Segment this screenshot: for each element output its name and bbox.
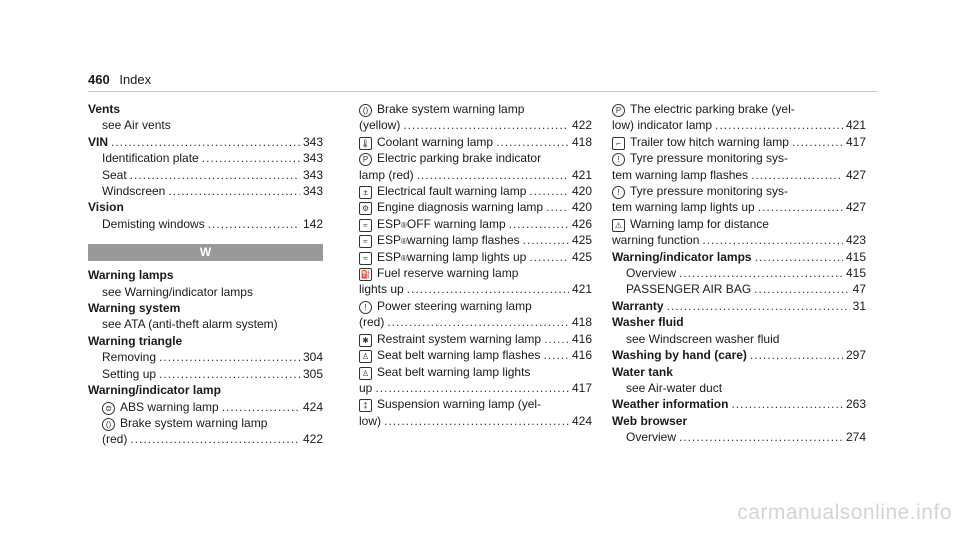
sub-entry-tyre-lights[interactable]: ! Tyre pressure monitoring sys- xyxy=(612,183,866,199)
sub-entry-electrical[interactable]: ± Electrical fault warning lamp ..... 420 xyxy=(359,183,592,199)
sub-entry-brake-red[interactable]: () Brake system warning lamp xyxy=(88,415,323,431)
sub-entry[interactable]: Identification plate ..... 343 xyxy=(88,150,323,166)
sub-entry-brake-yellow[interactable]: () Brake system warning lamp xyxy=(359,101,592,117)
sub-entry-tyre-lights-cont[interactable]: tem warning lamp lights up ..... 427 xyxy=(612,199,866,215)
engine-icon: ⚙ xyxy=(359,202,372,215)
index-column-3 xyxy=(612,101,866,446)
sub-entry[interactable]: PASSENGER AIR BAG ..... 47 xyxy=(612,281,866,297)
sub-entry-fuel-cont[interactable]: lights up ..... 421 xyxy=(359,281,592,297)
sub-entry-abs[interactable]: ⊜ ABS warning lamp ..... 424 xyxy=(88,399,323,415)
see-reference[interactable]: see Warning/indicator lamps xyxy=(102,284,253,299)
sub-entry-engine[interactable]: ⚙ Engine diagnosis warning lamp ..... 420 xyxy=(359,199,592,215)
coolant-thermometer-icon: 🌡 xyxy=(360,138,371,148)
see-reference[interactable]: see Air-water duct xyxy=(626,380,723,395)
page-number: 460 xyxy=(88,72,110,87)
see-reference[interactable]: see ATA (anti-theft alarm system) xyxy=(102,317,278,332)
sub-entry-distance-cont[interactable]: warning function ..... 423 xyxy=(612,232,866,248)
entry-warning-lamps[interactable]: Warning lamps xyxy=(88,268,174,283)
entry-water-tank[interactable]: Water tank xyxy=(612,364,673,379)
sub-entry-esp-flash[interactable]: ≈ ESP ® warning lamp flashes ..... 425 xyxy=(359,232,592,248)
entry-weather[interactable]: Weather information ..... 263 xyxy=(612,396,866,412)
trailer-hitch-icon: ⌐ xyxy=(612,137,625,150)
fuel-pump-icon: ⛽ xyxy=(360,270,371,280)
sub-entry-epb-red-cont[interactable]: lamp (red) ..... 421 xyxy=(359,167,592,183)
sub-entry-suspension-cont[interactable]: low) ..... 424 xyxy=(359,413,592,429)
sub-entry-power-steering[interactable]: ! Power steering warning lamp xyxy=(359,298,592,314)
sub-entry[interactable]: Seat ..... 343 xyxy=(88,167,323,183)
sub-entry-fuel[interactable]: ⛽ Fuel reserve warning lamp xyxy=(360,266,519,281)
entry-warning-indicator-lamps[interactable]: Warning/indicator lamps ..... 415 xyxy=(612,249,866,265)
sub-entry-brake-red-cont[interactable]: (red) ..... 422 xyxy=(88,431,323,447)
entry-warning-indicator-lamp[interactable]: Warning/indicator lamp xyxy=(88,383,221,398)
header-rule xyxy=(88,91,878,92)
entry-warranty[interactable]: Warranty ..... 31 xyxy=(612,298,866,314)
sub-entry-tyre-flash-cont[interactable]: tem warning lamp flashes ..... 427 xyxy=(612,167,866,183)
sub-entry-distance[interactable]: ⚠ Warning lamp for distance xyxy=(612,216,866,232)
sub-entry-seatbelt-lights-cont[interactable]: up ..... 417 xyxy=(359,380,592,396)
page-header xyxy=(88,72,151,87)
seat-belt-icon: ♙ xyxy=(359,350,372,363)
entry-washing[interactable]: Washing by hand (care) ..... 297 xyxy=(612,347,866,363)
sub-entry[interactable]: Removing ..... 304 xyxy=(88,349,323,365)
sub-entry[interactable]: Setting up ..... 305 xyxy=(88,366,323,382)
letter-heading-w: W xyxy=(88,244,323,261)
sub-entry[interactable]: Windscreen ..... 343 xyxy=(88,183,323,199)
esp-icon: ≈ xyxy=(359,235,372,248)
sub-entry-trailer[interactable]: ⌐ Trailer tow hitch warning lamp ..... 417 xyxy=(612,134,866,150)
sub-entry-esp-lights[interactable]: ≈ ESP ® warning lamp lights up ..... 425 xyxy=(359,249,592,265)
sub-entry-tyre-flash[interactable]: ! Tyre pressure monitoring sys- xyxy=(612,150,866,166)
abs-icon: ⊜ xyxy=(102,402,115,415)
sub-entry-epb-yellow[interactable]: P The electric parking brake (yel- xyxy=(612,101,866,117)
airbag-icon: ✱ xyxy=(359,334,372,347)
see-reference[interactable]: see Air vents xyxy=(102,118,171,133)
entry-vents[interactable]: Vents xyxy=(88,102,121,116)
sub-entry[interactable]: Demisting windows ..... 142 xyxy=(88,216,323,232)
distance-warning-icon: ⚠ xyxy=(612,219,625,232)
tyre-pressure-icon: ! xyxy=(612,186,625,199)
sub-entry[interactable]: Overview ..... 274 xyxy=(612,429,866,445)
sub-entry-restraint[interactable]: ✱ Restraint system warning lamp ..... 416 xyxy=(359,331,592,347)
section-title: Index xyxy=(119,72,152,87)
sub-entry-power-steering-cont[interactable]: (red) ..... 418 xyxy=(359,314,592,330)
battery-icon: ± xyxy=(359,186,372,199)
esp-icon: ≈ xyxy=(359,252,372,265)
steering-wheel-icon: ! xyxy=(359,301,372,314)
esp-off-icon: ≈ xyxy=(359,219,372,232)
entry-web-browser[interactable]: Web browser xyxy=(612,413,688,428)
sub-entry-seatbelt-flash[interactable]: ♙ Seat belt warning lamp flashes ..... 416 xyxy=(359,347,592,363)
index-column-2 xyxy=(359,101,592,429)
tyre-pressure-icon: ! xyxy=(612,153,625,166)
see-reference[interactable]: see Windscreen washer fluid xyxy=(626,331,780,346)
watermark: carmanualsonline.info xyxy=(737,501,952,524)
seat-belt-icon: ♙ xyxy=(359,367,372,380)
parking-brake-icon: P xyxy=(359,153,372,166)
sub-entry-esp-off[interactable]: ≈ ESP ® OFF warning lamp ..... 426 xyxy=(359,216,592,232)
entry-vision[interactable]: Vision xyxy=(88,200,124,215)
index-column-1 xyxy=(88,101,323,448)
suspension-icon: ‡ xyxy=(359,399,372,412)
sub-entry-brake-yellow-cont[interactable]: (yellow) ..... 422 xyxy=(359,117,592,133)
sub-entry[interactable]: Overview ..... 415 xyxy=(612,265,866,281)
entry-vin[interactable]: VIN ..... 343 xyxy=(88,134,323,150)
sub-entry-coolant[interactable]: 🌡 Coolant warning lamp ..... 418 xyxy=(359,134,592,150)
brake-warning-icon: () xyxy=(359,104,372,117)
entry-warning-system[interactable]: Warning system xyxy=(88,301,181,316)
entry-warning-triangle[interactable]: Warning triangle xyxy=(88,333,183,348)
sub-entry-suspension[interactable]: ‡ Suspension warning lamp (yel- xyxy=(359,396,592,412)
brake-warning-icon: () xyxy=(102,418,115,431)
sub-entry-epb-yellow-cont[interactable]: low) indicator lamp ..... 421 xyxy=(612,117,866,133)
sub-entry-seatbelt-lights[interactable]: ♙ Seat belt warning lamp lights xyxy=(359,364,592,380)
sub-entry-epb-red[interactable]: P Electric parking brake indicator xyxy=(359,150,592,166)
entry-washer-fluid[interactable]: Washer fluid xyxy=(612,315,684,330)
parking-brake-icon: P xyxy=(612,104,625,117)
